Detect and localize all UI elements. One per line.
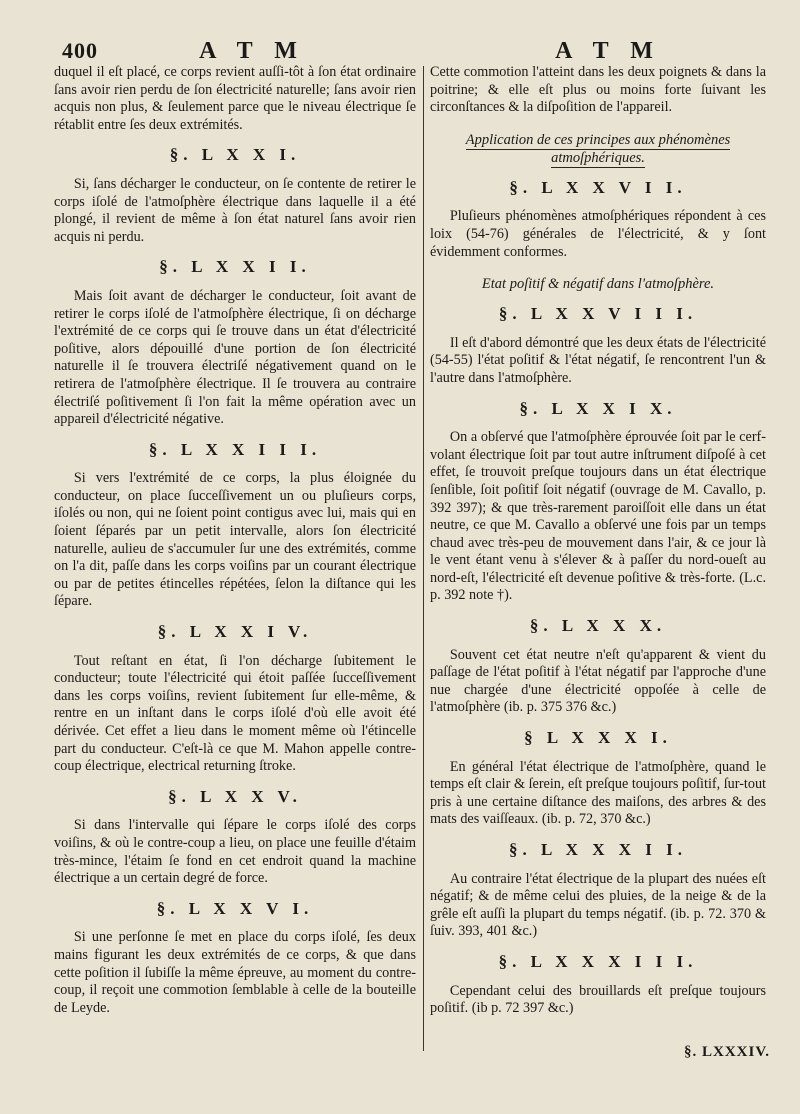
paragraph: Mais ſoit avant de décharger le conducteur, ſoit avant de retirer le corps iſolé de l'atmoſphère électrique, ſi on décharge l'extrémité de ce corps qui ſe trouve dans un état d'électricité poſitive, alors dépouillé d'une portion de ſon électricité naturelle il ſe trouvera électriſé négativement quand on le retirera de l'atmoſphère électrique. Il ſe trouvera au contraire électriſé poſitivement ſi l'on fait la même opération avec un appareil d'électricité négative. — [54, 287, 416, 428]
paragraph: Pluſieurs phénomènes atmoſphériques répondent à ces loix (54-76) générales de l'électricité, & y ſont évidemment conformes. — [430, 208, 766, 260]
page-number: 400 — [62, 38, 98, 63]
paragraph: Cette commotion l'atteint dans les deux poignets & dans la poitrine; & elle eſt plus ou moins forte ſuivant les circonſtances & la diſpoſition de l'appareil. — [430, 64, 766, 116]
right-column — [430, 64, 766, 1018]
paragraph: Si une perſonne ſe met en place du corps iſolé, ſes deux mains figurant les deux extrémités de ce corps, & que dans cette poſition il ſubiſſe la même épreuve, au moment du contre-coup, il reçoit une commotion ſemblable à celle de la bouteille de Leyde. — [54, 929, 416, 1016]
column-divider — [423, 66, 424, 1051]
paragraph: Cependant celui des brouillards eſt preſque toujours poſitif. (ib p. 72 397 &c.) — [430, 982, 766, 1017]
running-head-right: A T M — [555, 38, 661, 64]
running-head-left: A T M — [199, 38, 305, 64]
paragraph: Si vers l'extrémité de ce corps, la plus éloignée du conducteur, on place ſucceſſivement un ou pluſieurs corps, iſolés ou non, qui ne ſoient point contigus avec lui, mais qui en ſoient ſéparés par un petit intervalle, alors ſon électricité naturelle, aulieu de s'accumuler ſur une des extrémités, comme on l'a dit, paſſe dans les corps voiſins par un courant électrique ou par de petites étincelles répétées, ſelon la diſtance qui les ſépare. — [54, 470, 416, 610]
section-heading: §. L X X I V. — [157, 622, 313, 642]
section-heading: §. L X X V I. — [156, 898, 314, 918]
paragraph: duquel il eſt placé, ce corps revient auſſi-tôt à ſon état ordinaire ſans avoir rien perdu de ſon électricité naturelle; ſans avoir rien acquis non plus, & ſeulement parce que le niveau électrique ſe rétablit entre ſes deux extrémités. — [54, 64, 416, 133]
section-heading: §. L X X V. — [168, 786, 302, 806]
subsection-title-text: Application de ces principes aux phénomènes atmoſphériques. — [465, 131, 731, 166]
paragraph: Il eſt d'abord démontré que les deux états de l'électricité (54-55) l'état poſitif & l'état négatif, ſe rencontrent l'un & l'autre dans l'atmoſphère. — [430, 334, 766, 386]
section-heading: §. L X X X I I I. — [498, 951, 698, 971]
paragraph: Tout reſtant en état, ſi l'on décharge ſubitement le conducteur; toute l'électricité qui étoit paſſée ſucceſſivement dans les corps voiſins, revient ſubitement ſur elle-même, & rentre en un inſtant dans le corps iſolé d'où elle avoit été dérivée. Cet effet a lieu dans le moment même où l'étincelle part du conducteur. C'eſt-là ce que M. Mahon appelle contre-coup électrique, electrical returning ſtroke. — [54, 652, 416, 775]
catchword: §. LXXXIV. — [684, 1044, 770, 1060]
paragraph: On a obſervé que l'atmoſphère éprouvée ſoit par le cerf-volant électrique ſoit par tout autre inſtrument diſpoſé à cet effet, ſe trouvoit preſque toujours dans un état électrique ſenſible, ſoit poſitif ſoit négatif (ouvrage de M. Cavallo, p. 392 397); & que très-rarement paroiſſoit elle dans un état neutre, ce que M. Cavallo a obſervé une fois par un temps chaud avec très-peu de mouvement dans l'air, & ce jour là le vent étant venu à s'élever & à paſſer du nord-oueſt au nord-eſt, l'électricité eſt devenue poſitive & très-forte. (L.c. p. 392 note †). — [430, 429, 766, 604]
paragraph: Si dans l'intervalle qui ſépare le corps iſolé des corps voiſins, & où le contre-coup a lieu, on place une feuille d'étaim très-mince, l'étaim ſe fond en cet endroit quand la machine électrique a un certain degré de force. — [54, 817, 416, 887]
paragraph: Si, ſans décharger le conducteur, on ſe contente de retirer le corps iſolé de l'atmoſphère électrique dans laquelle il a été plongé, il revient de même à ſon état naturel ſans avoir rien acquis ni perdu. — [54, 175, 416, 245]
paragraph: Souvent cet état neutre n'eſt qu'apparent & vient du paſſage de l'état poſitif à l'état négatif par l'approche d'une nue chargée d'une électricité oppoſée à celle de l'atmoſphère (ib. p. 375 376 &c.) — [430, 646, 766, 716]
left-column — [54, 64, 416, 1017]
subsection-title: Etat poſitif & négatif dans l'atmoſphère. — [481, 276, 715, 293]
section-heading: §. L X X V I I. — [509, 177, 687, 197]
section-heading: § L X X X I. — [524, 728, 672, 748]
section-heading: §. L X X V I I I. — [498, 304, 698, 324]
section-heading: §. L X X I X. — [519, 398, 677, 418]
section-heading: §. L X X I. — [169, 145, 301, 165]
paragraph: En général l'état électrique de l'atmoſphère, quand le temps eſt clair & ſerein, eſt preſque toujours poſitif, ſur-tout pris à une certaine diſtance des maiſons, des arbres & des mats des vaiſſeaux. (ib. p. 72, 370 &c.) — [430, 758, 766, 828]
section-heading: §. L X X X. — [529, 616, 667, 636]
subsection-title — [436, 131, 760, 167]
section-heading: §. L X X I I. — [159, 257, 311, 277]
section-heading: §. L X X X I I. — [509, 840, 687, 859]
section-heading: §. L X X I I I. — [148, 439, 322, 459]
paragraph: Au contraire l'état électrique de la plupart des nuées eſt négatif; & de même celui des pluies, de la neige & de la grêle eſt auſſi la plupart du temps négatif. (ib. p. 72. 370 & ſuiv. 393, 401 &c.) — [430, 870, 766, 940]
